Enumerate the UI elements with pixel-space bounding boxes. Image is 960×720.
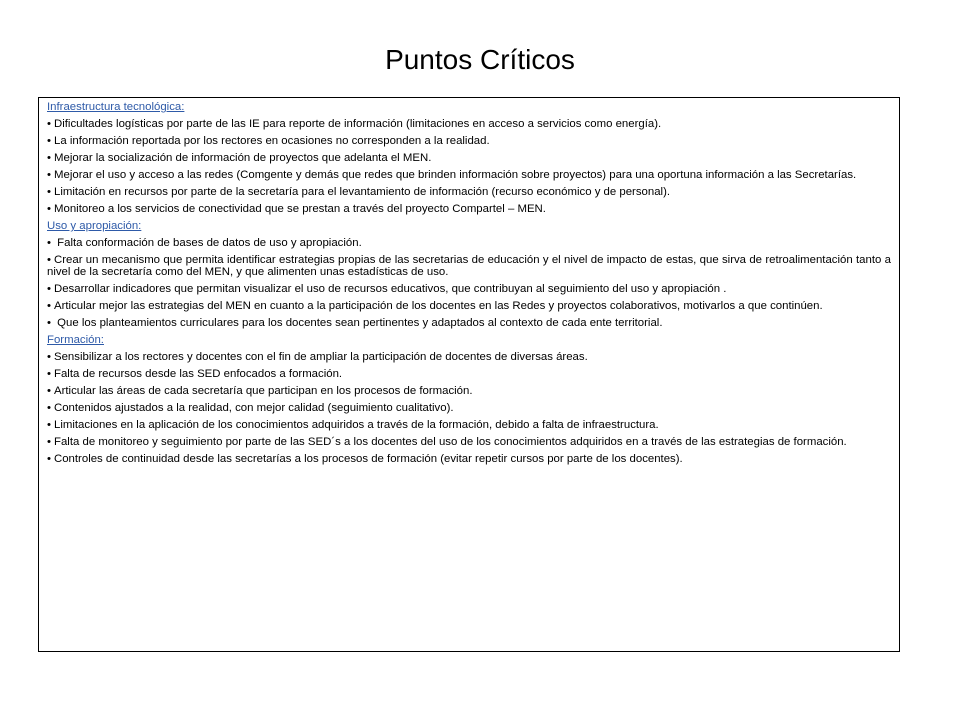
- list-item: • Monitoreo a los servicios de conectividad que se prestan a través del proyecto Compartel – MEN.: [47, 203, 891, 215]
- list-item: • Contenidos ajustados a la realidad, con mejor calidad (seguimiento cualitativo).: [47, 402, 891, 414]
- section-heading-infraestructura: Infraestructura tecnológica:: [47, 101, 185, 113]
- list-item: • Sensibilizar a los rectores y docentes con el fin de ampliar la participación de docentes de diversas áreas.: [47, 351, 891, 363]
- section-formacion: [47, 334, 891, 465]
- section-heading-uso-apropiacion: Uso y apropiación:: [47, 220, 142, 232]
- list-item: • Que los planteamientos curriculares para los docentes sean pertinentes y adaptados al contexto de cada ente territorial.: [47, 317, 891, 329]
- list-item: • Controles de continuidad desde las secretarías a los procesos de formación (evitar repetir cursos por parte de los docentes).: [47, 453, 891, 465]
- list-item: • Crear un mecanismo que permita identificar estrategias propias de las secretarias de educación y el nivel de impacto de estas, que sirva de retroalimentación tanto a nivel de la secretaría como del MEN, y que alimenten unas estadísticas de uso.: [47, 254, 891, 278]
- bullet-list-uso-apropiacion: [47, 237, 891, 329]
- list-item: • La información reportada por los rectores en ocasiones no corresponden a la realidad.: [47, 135, 891, 147]
- list-item: • Falta conformación de bases de datos de uso y apropiación.: [47, 237, 891, 249]
- list-item: • Falta de recursos desde las SED enfocados a formación.: [47, 368, 891, 380]
- list-item: • Desarrollar indicadores que permitan visualizar el uso de recursos educativos, que contribuyan al seguimiento del uso y apropiación .: [47, 283, 891, 295]
- list-item: • Articular las áreas de cada secretaría que participan en los procesos de formación.: [47, 385, 891, 397]
- slide-title: Puntos Críticos: [385, 44, 575, 75]
- section-uso-apropiacion: [47, 220, 891, 329]
- list-item: • Mejorar la socialización de información de proyectos que adelanta el MEN.: [47, 152, 891, 164]
- list-item: • Mejorar el uso y acceso a las redes (Comgente y demás que redes que brinden información sobre proyectos) para una oportuna información a las Secretarías.: [47, 169, 891, 181]
- section-heading-formacion: Formación:: [47, 334, 104, 346]
- bullet-list-infraestructura: [47, 118, 891, 215]
- list-item: • Limitaciones en la aplicación de los conocimientos adquiridos a través de la formación, debido a falta de infraestructura.: [47, 419, 891, 431]
- bullet-list-formacion: [47, 351, 891, 465]
- list-item: • Dificultades logísticas por parte de las IE para reporte de información (limitaciones en acceso a servicios como energía).: [47, 118, 891, 130]
- list-item: • Limitación en recursos por parte de la secretaría para el levantamiento de información (recurso económico y de personal).: [47, 186, 891, 198]
- list-item: • Articular mejor las estrategias del MEN en cuanto a la participación de los docentes en las Redes y proyectos colaborativos, motivarlos a que continúen.: [47, 300, 891, 312]
- list-item: • Falta de monitoreo y seguimiento por parte de las SED´s a los docentes del uso de los conocimientos adquiridos en a través de las estrategias de formación.: [47, 436, 891, 448]
- content-box: [38, 97, 900, 652]
- section-infraestructura: [47, 101, 891, 215]
